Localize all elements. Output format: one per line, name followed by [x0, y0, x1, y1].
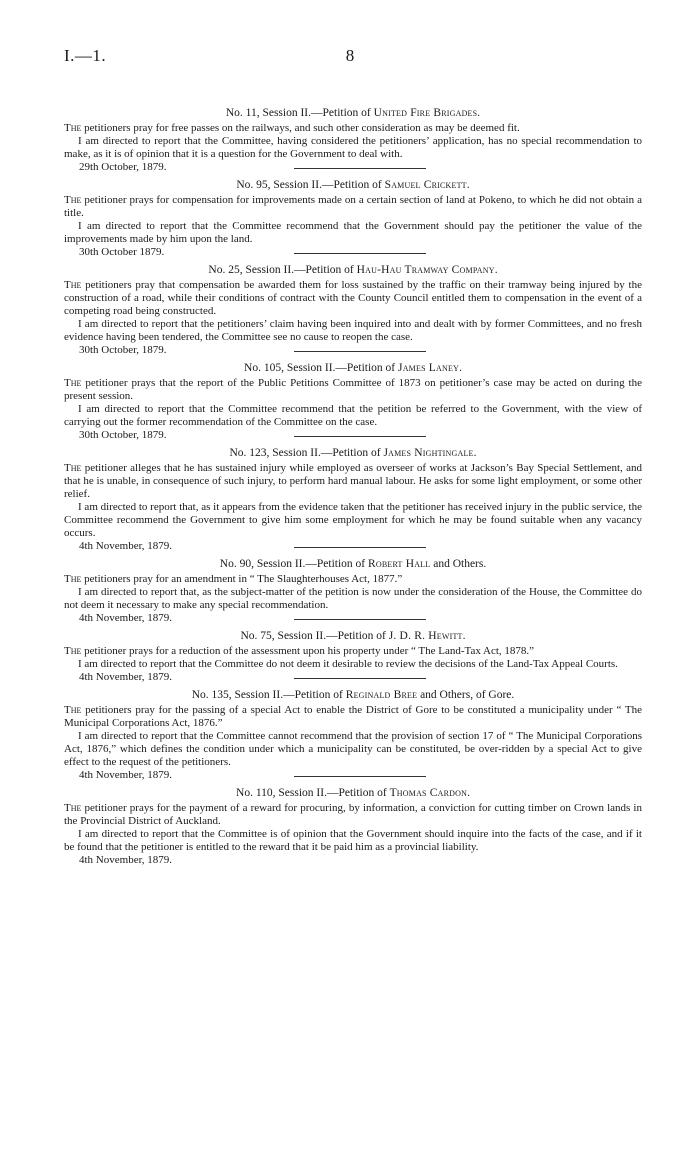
- prayer-lead-word: The: [64, 279, 82, 291]
- petition-prayer: [64, 573, 642, 586]
- petition-title: [64, 786, 642, 801]
- section-divider: [294, 436, 426, 437]
- petition-entry: [64, 178, 642, 259]
- document-reference: I.—1.: [64, 46, 107, 65]
- petition-number: No. 11, Session II.—Petition of: [225, 107, 374, 119]
- page-header: [64, 46, 636, 72]
- petition-title: [64, 106, 642, 121]
- petition-title-suffix: .: [473, 447, 477, 459]
- petitioner-name: United Fire Brigades: [373, 107, 478, 119]
- petition-title-suffix: and Others, of Gore.: [417, 689, 515, 701]
- report-date: 30th October 1879.: [79, 246, 165, 258]
- prayer-text: petitioner alleges that he has sustained injury while employed as overseer of works at Jackson’s Bay Special Settlement, and that he is unable, in consequence of such injury, to perform hard manual labour. He asks for some light employment, or some other relief.: [64, 462, 642, 500]
- petition-entry: [64, 629, 642, 684]
- petition-entry: [64, 106, 642, 174]
- petition-number: No. 90, Session II.—Petition of: [219, 558, 368, 570]
- section-divider: [294, 168, 426, 169]
- committee-report: I am directed to report that the petitioners’ claim having been inquired into and dealt with by former Committees, and no fresh evidence having been tendered, the Committee see no cause to reopen the case.: [64, 318, 642, 343]
- report-date: 4th November, 1879.: [79, 769, 173, 781]
- petition-title: [64, 629, 642, 644]
- petition-title-suffix: .: [494, 264, 498, 276]
- prayer-lead-word: The: [64, 802, 82, 814]
- petitioner-name: Robert Hall: [368, 558, 431, 570]
- report-date: 29th October, 1879.: [79, 161, 167, 173]
- petitioner-name: Samuel Crickett: [384, 179, 467, 191]
- petitioner-name: Hau-Hau Tramway Company: [356, 264, 495, 276]
- prayer-text: petitioner prays for compensation for improvements made on a certain section of land at Pokeno, to which he did not obtain a title.: [64, 194, 642, 219]
- petition-title-suffix: and Others.: [430, 558, 487, 570]
- prayer-text: petitioners pray for free passes on the railways, and such other consideration as may be deemed fit.: [81, 122, 520, 134]
- petitioner-name: J. D. R. Hewitt: [388, 630, 463, 642]
- prayer-text: petitioners pray for an amendment in “ The Slaughterhouses Act, 1877.”: [81, 573, 403, 585]
- petition-title: [64, 361, 642, 376]
- petition-entry: [64, 786, 642, 867]
- prayer-text: petitioner prays for a reduction of the assessment upon his property under “ The Land-Tax Act, 1878.”: [81, 645, 535, 657]
- petition-title: [64, 446, 642, 461]
- committee-report: I am directed to report that the Committee recommend that the petition be referred to the Government, with the view of carrying out the former recommendation of the Committee on the case.: [64, 403, 642, 428]
- petition-number: No. 135, Session II.—Petition of: [191, 689, 346, 701]
- report-date: 4th November, 1879.: [79, 671, 173, 683]
- prayer-text: petitioner prays for the payment of a reward for procuring, by information, a conviction for cutting timber on Crown lands in the Provincial District of Auckland.: [64, 802, 642, 827]
- petition-number: No. 95, Session II.—Petition of: [236, 179, 385, 191]
- petitioner-name: Thomas Cardon: [389, 787, 468, 799]
- report-date: 4th November, 1879.: [79, 612, 173, 624]
- petition-entry: [64, 263, 642, 357]
- petition-title-suffix: .: [466, 179, 470, 191]
- petition-prayer: [64, 377, 642, 403]
- petition-title-suffix: .: [462, 630, 466, 642]
- petition-entry: [64, 557, 642, 625]
- report-date: 4th November, 1879.: [79, 854, 173, 866]
- prayer-lead-word: The: [64, 462, 82, 474]
- prayer-lead-word: The: [64, 573, 82, 585]
- petition-title: [64, 557, 642, 572]
- petition-entry: [64, 361, 642, 442]
- committee-report: I am directed to report that, as it appears from the evidence taken that the petitioner has received injury in the public service, the Committee recommend the Government to give him some employment for which he may be found suitable when any vacancy occurs.: [64, 501, 642, 539]
- committee-report: I am directed to report that the Committee, having considered the petitioners’ application, has no special recommendation to make, as it is of opinion that it is a question for the Government to deal with.: [64, 135, 642, 160]
- petitioner-name: Reginald Bree: [345, 689, 418, 701]
- report-date: 30th October, 1879.: [79, 344, 167, 356]
- petition-prayer: [64, 802, 642, 828]
- petition-prayer: [64, 462, 642, 501]
- petition-title-suffix: .: [459, 362, 462, 374]
- petitions-list: [64, 106, 642, 867]
- petition-number: No. 123, Session II.—Petition of: [229, 447, 384, 459]
- report-date: 4th November, 1879.: [79, 540, 173, 552]
- petition-title-suffix: .: [477, 107, 481, 119]
- prayer-lead-word: The: [64, 704, 82, 716]
- prayer-text: petitioners pray that compensation be awarded them for loss sustained by the traffic on their tramway being injured by the construction of a road, while their conditions of contract with the County Council entitled them to compensation in the event of a competing road being constructed.: [64, 279, 642, 317]
- section-divider: [294, 253, 426, 254]
- petition-number: No. 25, Session II.—Petition of: [208, 264, 357, 276]
- report-date: 30th October, 1879.: [79, 429, 167, 441]
- committee-report: I am directed to report that, as the subject-matter of the petition is now under the consideration of the House, the Committee do not deem it necessary to make any special recommendation.: [64, 586, 642, 611]
- petitioner-name: James Nightingale: [383, 447, 474, 459]
- section-divider: [294, 776, 426, 777]
- committee-report: I am directed to report that the Committee do not deem it desirable to review the decisions of the Land-Tax Appeal Courts.: [78, 658, 618, 670]
- petition-number: No. 105, Session II.—Petition of: [244, 362, 399, 374]
- page-number: 8: [345, 46, 355, 65]
- prayer-lead-word: The: [64, 377, 82, 389]
- petition-prayer: [64, 194, 642, 220]
- committee-report: I am directed to report that the Committee cannot recommend that the provision of section 17 of “ The Municipal Corporations Act, 1876,” which defines the condition under which a municipality can be constituted, be over-ridden by a special Act to give effect to the request of the petitioners.: [64, 730, 642, 768]
- petition-title: [64, 178, 642, 193]
- section-divider: [294, 678, 426, 679]
- petition-prayer: [64, 704, 642, 730]
- petition-entry: [64, 688, 642, 782]
- committee-report: I am directed to report that the Committee recommend that the Government should pay the petitioner the value of the improvements made by him upon the land.: [64, 220, 642, 245]
- petition-title: [64, 263, 642, 278]
- petition-entry: [64, 446, 642, 553]
- petition-number: No. 110, Session II.—Petition of: [236, 787, 390, 799]
- petition-prayer: [64, 645, 642, 658]
- petition-prayer: [64, 279, 642, 318]
- petition-prayer: [64, 122, 642, 135]
- prayer-lead-word: The: [64, 194, 82, 206]
- section-divider: [294, 351, 426, 352]
- prayer-lead-word: The: [64, 645, 82, 657]
- prayer-text: petitioner prays that the report of the Public Petitions Committee of 1873 on petitioner’s case may be acted on during the present session.: [64, 377, 642, 402]
- section-divider: [294, 547, 426, 548]
- petition-number: No. 75, Session II.—Petition of: [240, 630, 389, 642]
- committee-report: I am directed to report that the Committee is of opinion that the Government should inquire into the facts of the case, and if it be found that the petitioner is entitled to the reward that it be paid him as a provincial liability.: [64, 828, 642, 853]
- petitioner-name: James Laney: [398, 362, 460, 374]
- prayer-text: petitioners pray for the passing of a special Act to enable the District of Gore to be constituted a municipality under “ The Municipal Corporations Act, 1876.”: [64, 704, 642, 729]
- prayer-lead-word: The: [64, 122, 82, 134]
- petition-title: [64, 688, 642, 703]
- petition-title-suffix: .: [467, 787, 470, 799]
- section-divider: [294, 619, 426, 620]
